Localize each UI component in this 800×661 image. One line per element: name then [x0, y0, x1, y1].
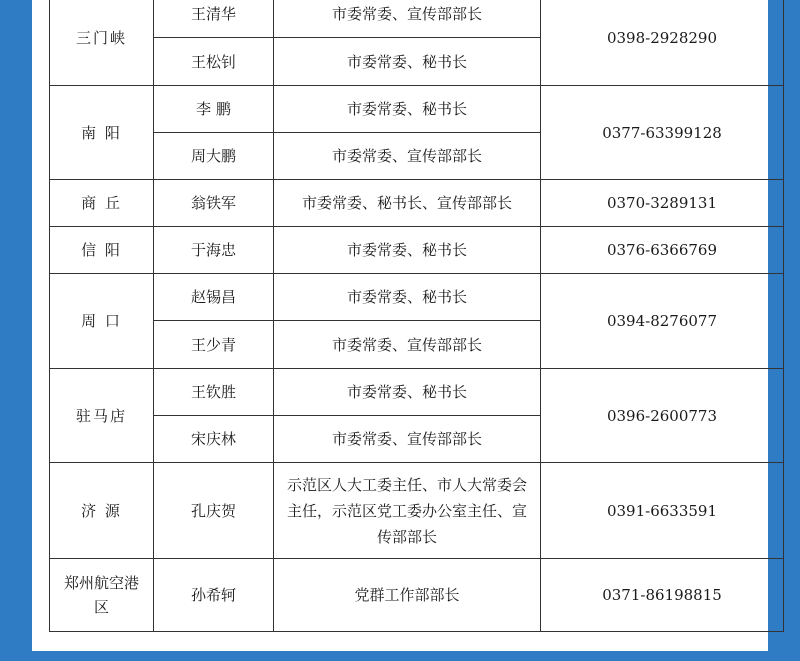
name-cell: 李 鹏 [154, 86, 274, 133]
title-cell: 市委常委、秘书长 [274, 86, 541, 133]
name-cell: 王少青 [154, 321, 274, 369]
title-cell: 市委常委、宣传部部长 [274, 0, 541, 38]
title-cell: 市委常委、宣传部部长 [274, 133, 541, 180]
city-cell: 南 阳 [50, 86, 154, 180]
name-cell: 王钦胜 [154, 369, 274, 416]
phone-cell: 0391-6633591 [541, 463, 784, 559]
contact-table [49, 0, 784, 632]
title-cell: 市委常委、宣传部部长 [274, 321, 541, 369]
title-cell: 党群工作部部长 [274, 559, 541, 632]
title-cell: 市委常委、秘书长、宣传部部长 [274, 180, 541, 227]
name-cell: 孔庆贺 [154, 463, 274, 559]
phone-cell: 0396-2600773 [541, 369, 784, 463]
title-cell: 市委常委、秘书长 [274, 227, 541, 274]
left-border-band [0, 0, 32, 661]
table-row [50, 274, 784, 321]
table-row [50, 86, 784, 133]
table-row [50, 463, 784, 559]
phone-cell: 0371-86198815 [541, 559, 784, 632]
phone-cell: 0370-3289131 [541, 180, 784, 227]
table-row [50, 369, 784, 416]
table-row [50, 0, 784, 38]
title-cell: 市委常委、秘书长 [274, 369, 541, 416]
title-cell: 市委常委、秘书长 [274, 274, 541, 321]
name-cell: 孙希轲 [154, 559, 274, 632]
table-row [50, 180, 784, 227]
name-cell: 于海忠 [154, 227, 274, 274]
city-cell: 驻马店 [50, 369, 154, 463]
city-cell: 商 丘 [50, 180, 154, 227]
table-row [50, 559, 784, 632]
city-cell: 郑州航空港区 [50, 559, 154, 632]
city-cell: 信 阳 [50, 227, 154, 274]
city-cell: 济 源 [50, 463, 154, 559]
name-cell: 周大鹏 [154, 133, 274, 180]
title-cell: 示范区人大工委主任、市人大常委会主任，示范区党工委办公室主任、宣传部部长 [274, 463, 541, 559]
document-page [32, 0, 768, 651]
name-cell: 王清华 [154, 0, 274, 38]
name-cell: 赵锡昌 [154, 274, 274, 321]
name-cell: 翁铁军 [154, 180, 274, 227]
phone-cell: 0377-63399128 [541, 86, 784, 180]
phone-cell: 0376-6366769 [541, 227, 784, 274]
bottom-border-band [0, 651, 800, 661]
name-cell: 王松钊 [154, 38, 274, 86]
city-cell: 周 口 [50, 274, 154, 369]
title-cell: 市委常委、秘书长 [274, 38, 541, 86]
title-cell: 市委常委、宣传部部长 [274, 416, 541, 463]
table-row [50, 227, 784, 274]
name-cell: 宋庆林 [154, 416, 274, 463]
phone-cell: 0398-2928290 [541, 0, 784, 86]
phone-cell: 0394-8276077 [541, 274, 784, 369]
city-cell: 三门峡 [50, 0, 154, 86]
